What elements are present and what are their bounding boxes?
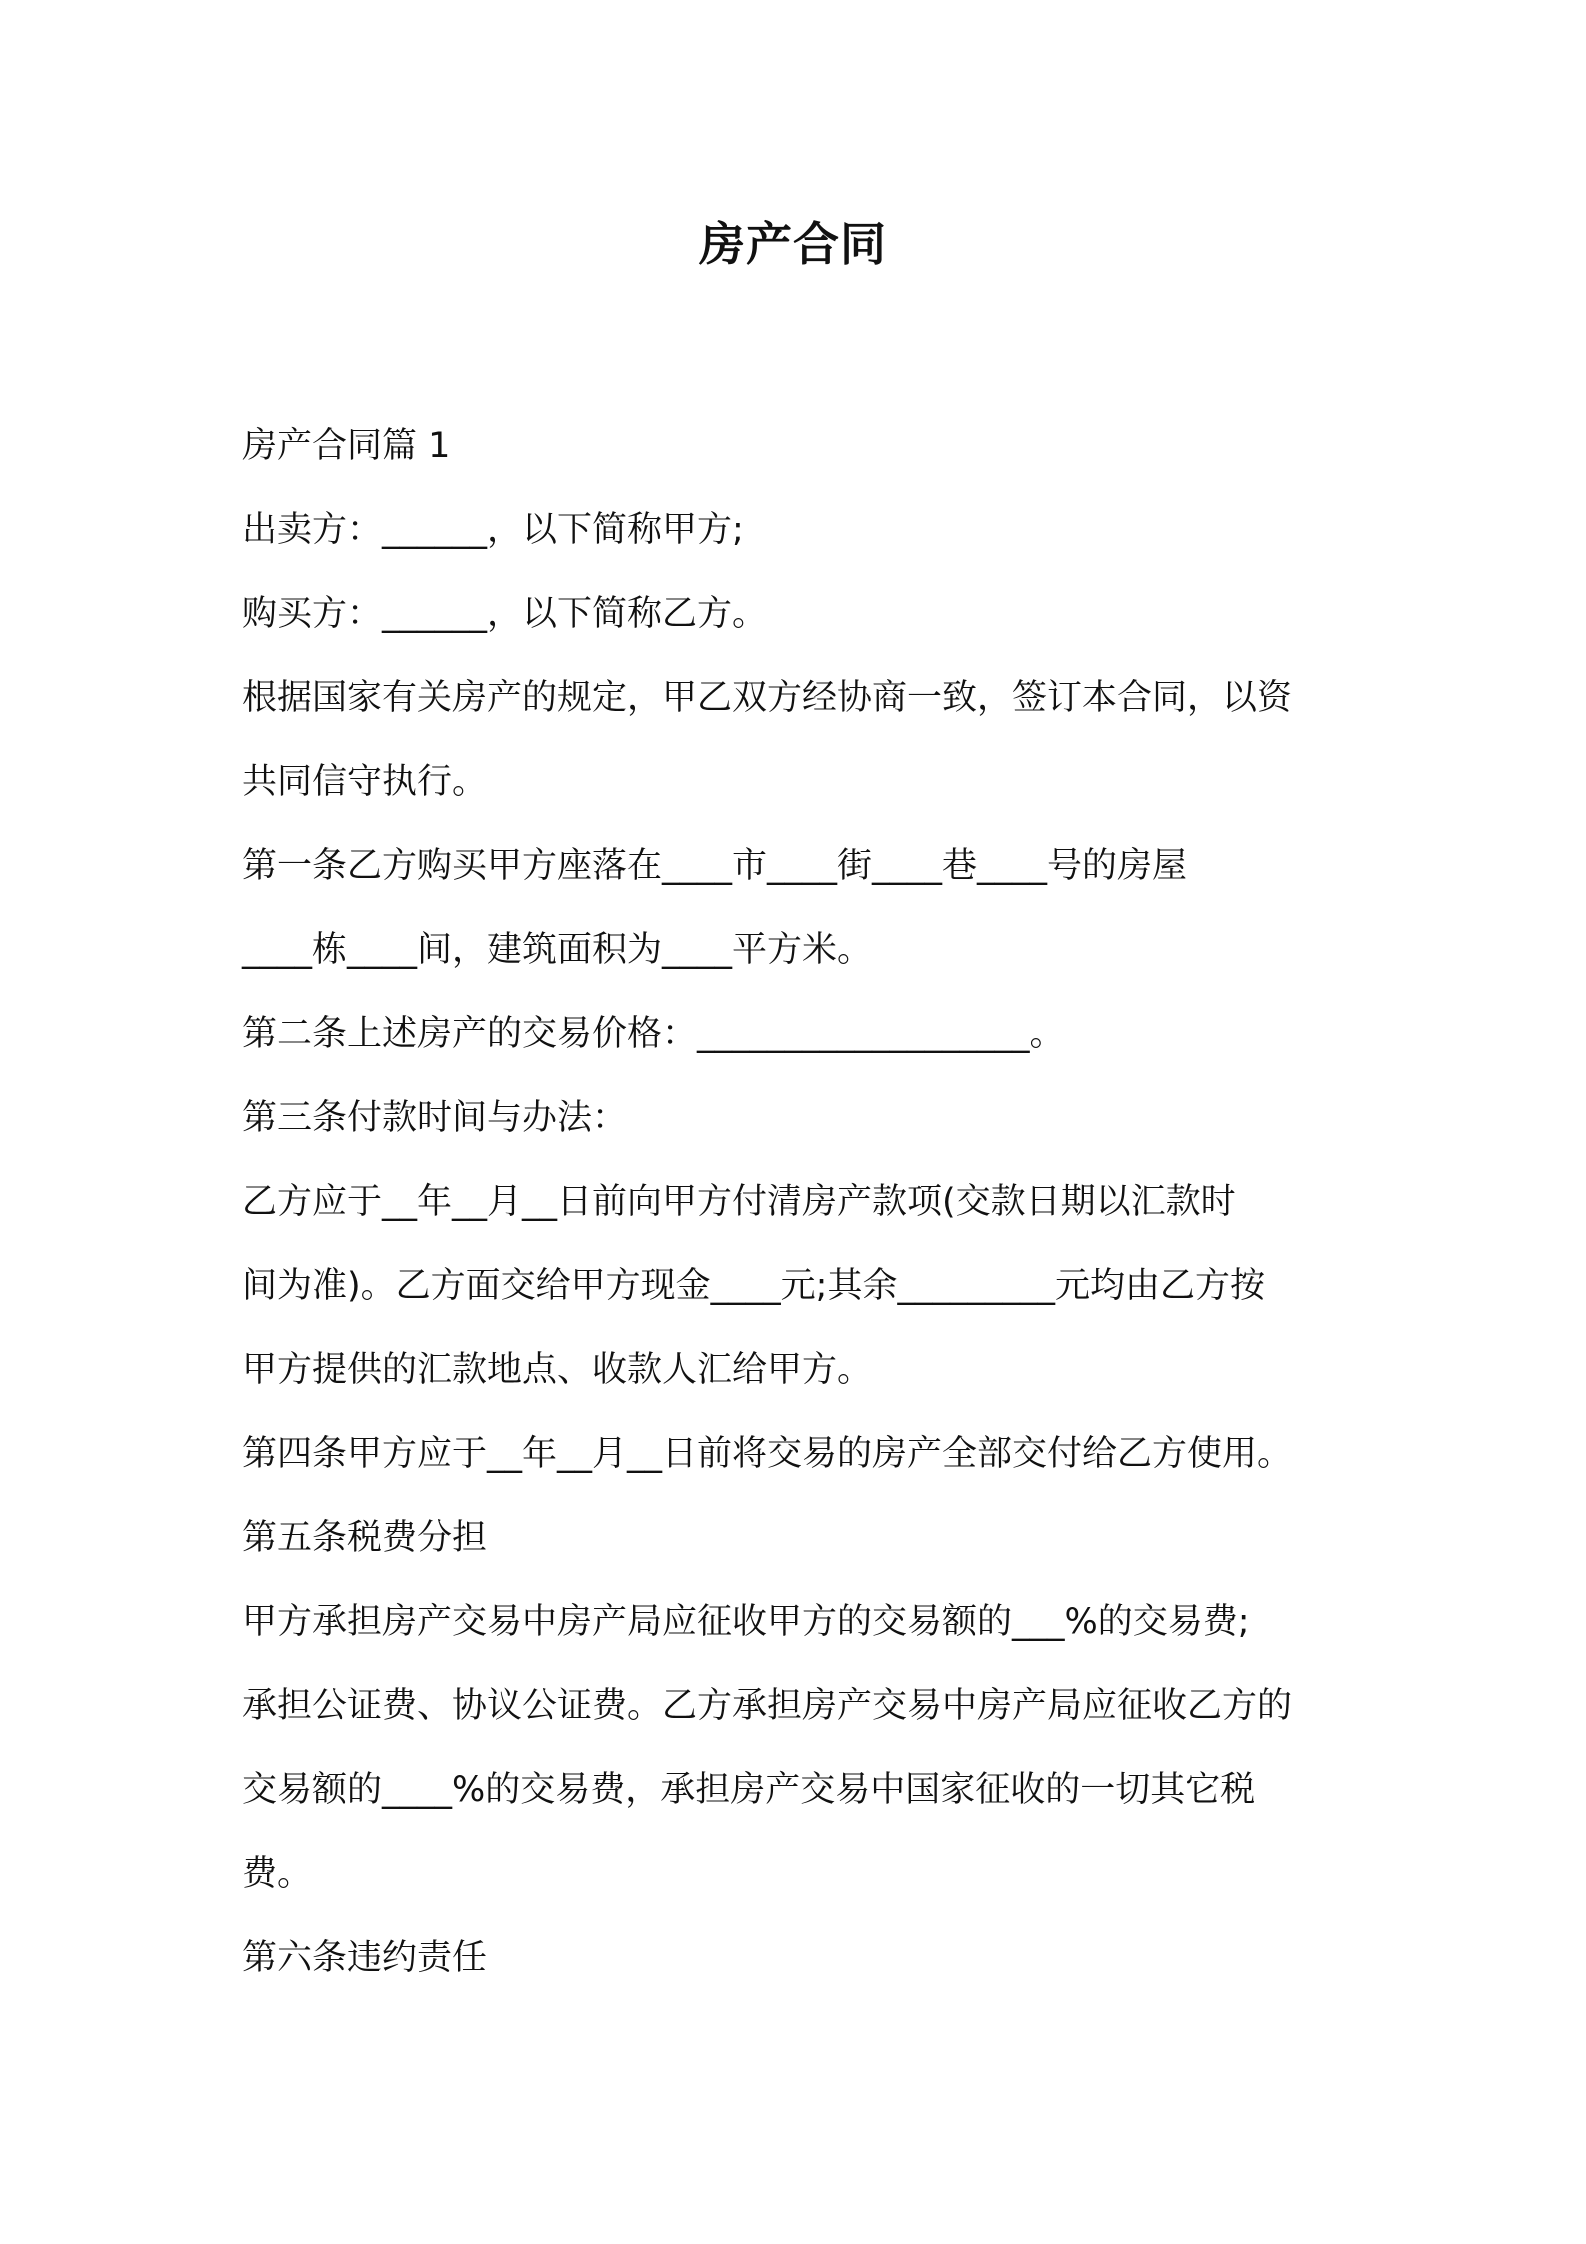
- article-5-line-2: 承担公证费、协议公证费。乙方承担房产交易中房产局应征收乙方的: [242, 1686, 1293, 1726]
- article-5-line-3: 交易额的____%的交易费，承担房产交易中国家征收的一切其它税: [242, 1770, 1256, 1810]
- preamble-line-2: 共同信守执行。: [242, 762, 488, 802]
- preamble-line-1: 根据国家有关房产的规定，甲乙双方经协商一致，签订本合同，以资: [242, 678, 1293, 718]
- article-1-line-2: ____栋____间，建筑面积为____平方米。: [242, 930, 873, 970]
- article-3-heading: 第三条付款时间与办法：: [242, 1098, 628, 1138]
- article-6-heading: 第六条违约责任: [242, 1938, 488, 1978]
- article-1-line-1: 第一条乙方购买甲方座落在____市____街____巷____号的房屋: [242, 846, 1188, 886]
- seller-line: 出卖方：______，以下简称甲方;: [242, 510, 744, 550]
- article-3-line-1: 乙方应于__年__月__日前向甲方付清房产款项(交款日期以汇款时: [242, 1182, 1236, 1222]
- article-5-line-1: 甲方承担房产交易中房产局应征收甲方的交易额的___%的交易费;: [242, 1602, 1250, 1642]
- buyer-line: 购买方：______，以下简称乙方。: [242, 594, 768, 634]
- article-5-heading: 第五条税费分担: [242, 1518, 488, 1558]
- article-3-line-2: 间为准)。乙方面交给甲方现金____元;其余_________元均由乙方按: [242, 1266, 1265, 1306]
- article-3-line-3: 甲方提供的汇款地点、收款人汇给甲方。: [242, 1350, 873, 1390]
- article-4-line: 第四条甲方应于__年__月__日前将交易的房产全部交付给乙方使用。: [242, 1434, 1293, 1474]
- document-title: 房产合同: [699, 217, 887, 271]
- section-heading: 房产合同篇 1: [242, 426, 451, 466]
- article-5-line-4: 费。: [242, 1854, 313, 1894]
- document-body: [242, 404, 1372, 2000]
- article-2-line: 第二条上述房产的交易价格：___________________。: [242, 1014, 1065, 1054]
